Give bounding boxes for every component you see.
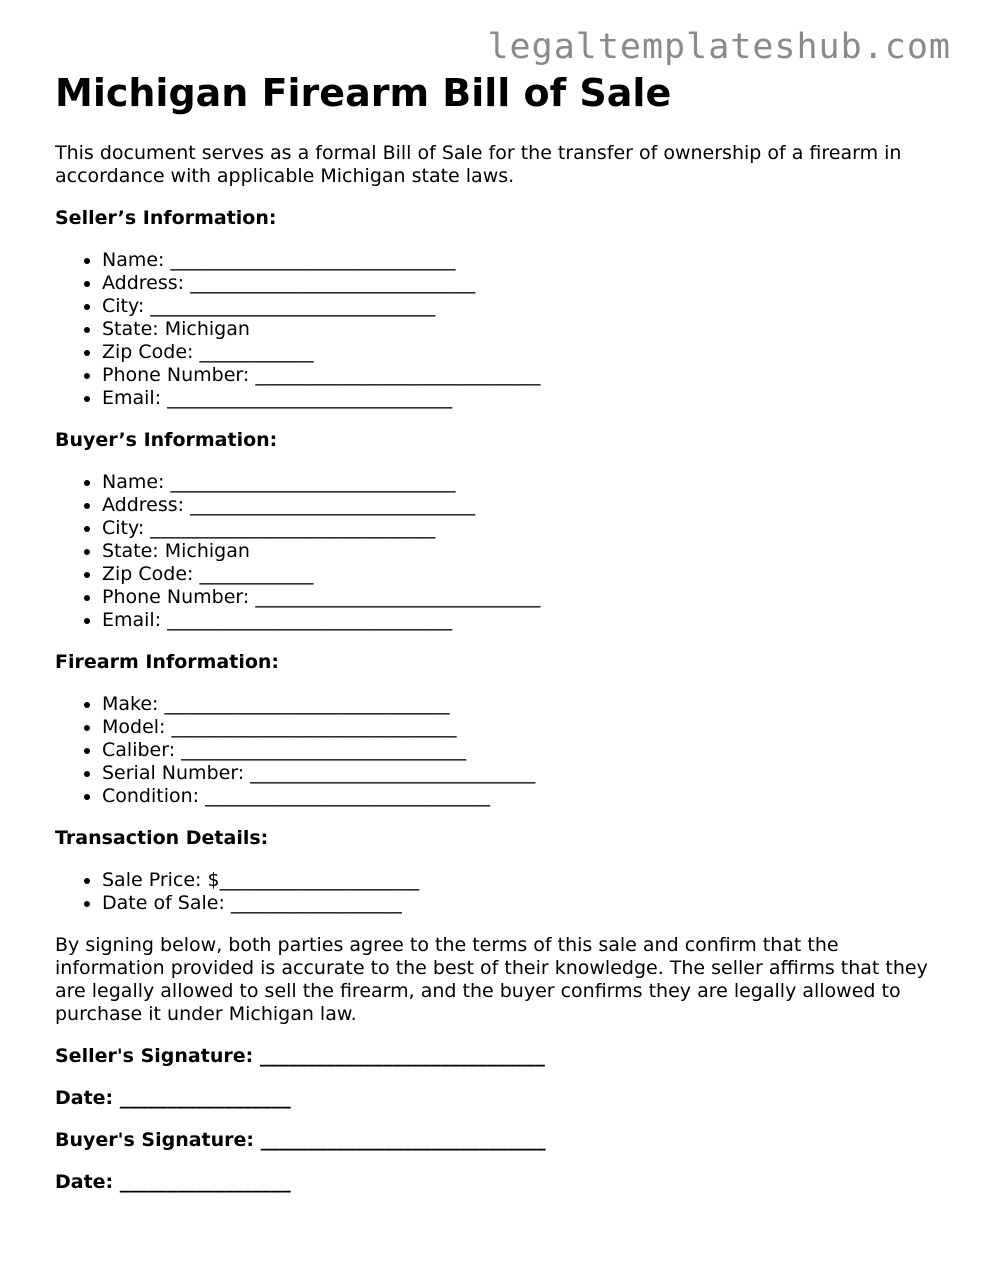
sale-date-item: • Date of Sale: __________________ bbox=[102, 892, 935, 915]
firearm-info-list bbox=[55, 693, 935, 808]
seller-info-list bbox=[55, 249, 935, 410]
buyer-city-item: • City: ______________________________ bbox=[102, 517, 935, 540]
buyer-info-list bbox=[55, 471, 935, 632]
buyer-email-item: • Email: ______________________________ bbox=[102, 609, 935, 632]
watermark-text: legaltemplateshub.com bbox=[487, 27, 951, 67]
buyer-state-item: • State: Michigan bbox=[102, 540, 935, 563]
seller-city-item: • City: ______________________________ bbox=[102, 295, 935, 318]
seller-zip-item: • Zip Code: ____________ bbox=[102, 341, 935, 364]
buyer-phone-item: • Phone Number: ______________________________ bbox=[102, 586, 935, 609]
seller-signature-line: Seller's Signature: ______________________________ bbox=[55, 1045, 545, 1067]
firearm-section-heading: Firearm Information: bbox=[55, 651, 280, 673]
seller-date-line: Date: __________________ bbox=[55, 1087, 291, 1109]
firearm-condition-item: • Condition: ______________________________ bbox=[102, 785, 935, 808]
buyer-address-item: • Address: ______________________________ bbox=[102, 494, 935, 517]
firearm-serial-item: • Serial Number: ______________________________ bbox=[102, 762, 935, 785]
page-title: Michigan Firearm Bill of Sale bbox=[55, 71, 672, 115]
firearm-model-item: • Model: ______________________________ bbox=[102, 716, 935, 739]
transaction-info-list bbox=[55, 869, 935, 915]
buyer-date-line: Date: __________________ bbox=[55, 1171, 291, 1193]
buyer-section-heading: Buyer’s Information: bbox=[55, 429, 278, 451]
closing-paragraph: By signing below, both parties agree to the terms of this sale and confirm that the information provided is accurate to the best of their knowledge. The seller affirms that they are legally allowed to sell the firearm, and the buyer confirms they are legally allowed to purchase it under Michigan law. bbox=[55, 934, 928, 1025]
transaction-section-heading: Transaction Details: bbox=[55, 827, 269, 849]
sale-price-item: • Sale Price: $_____________________ bbox=[102, 869, 935, 892]
intro-paragraph: This document serves as a formal Bill of Sale for the transfer of ownership of a firearm in accordance with applicable Michigan state laws. bbox=[55, 142, 902, 187]
seller-name-item: • Name: ______________________________ bbox=[102, 249, 935, 272]
firearm-make-item: • Make: ______________________________ bbox=[102, 693, 935, 716]
firearm-caliber-item: • Caliber: ______________________________ bbox=[102, 739, 935, 762]
seller-address-item: • Address: ______________________________ bbox=[102, 272, 935, 295]
seller-section-heading: Seller’s Information: bbox=[55, 207, 277, 229]
document-body bbox=[55, 68, 935, 1194]
buyer-signature-line: Buyer's Signature: ______________________________ bbox=[55, 1129, 546, 1151]
seller-email-item: • Email: ______________________________ bbox=[102, 387, 935, 410]
buyer-name-item: • Name: ______________________________ bbox=[102, 471, 935, 494]
seller-state-item: • State: Michigan bbox=[102, 318, 935, 341]
buyer-zip-item: • Zip Code: ____________ bbox=[102, 563, 935, 586]
seller-phone-item: • Phone Number: ______________________________ bbox=[102, 364, 935, 387]
